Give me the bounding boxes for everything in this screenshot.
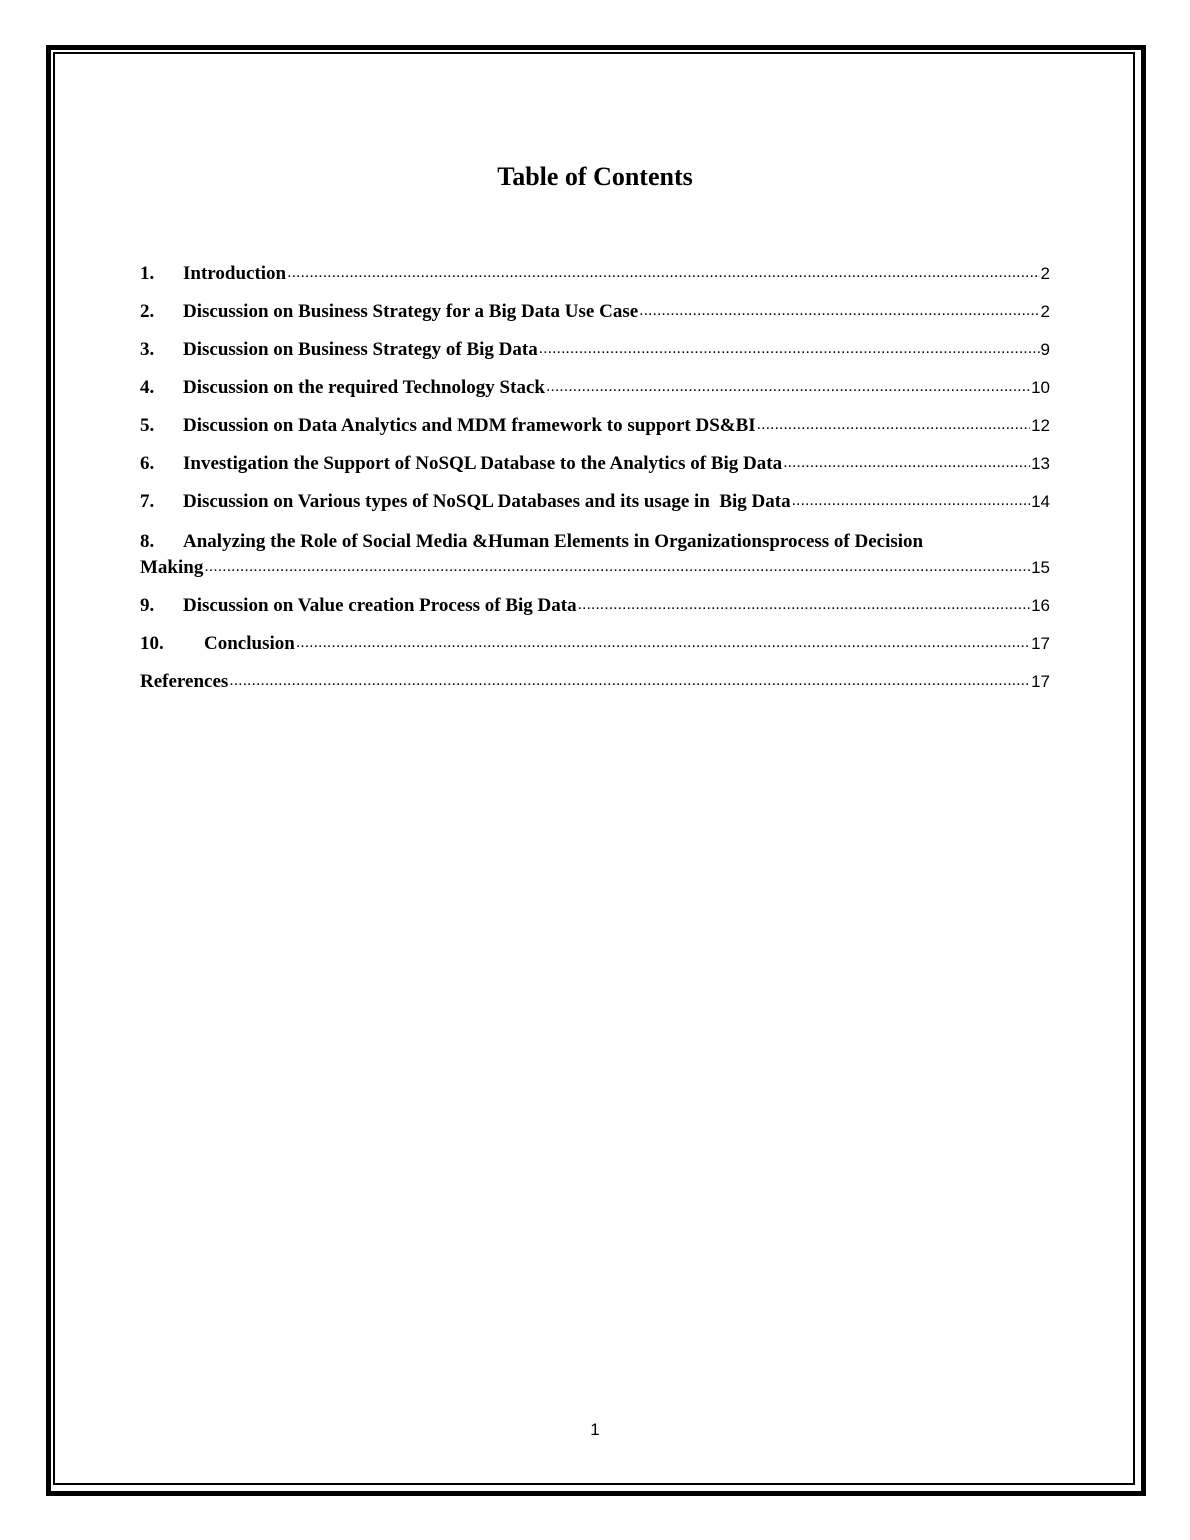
toc-entry-number: 7. — [140, 491, 155, 512]
toc-entry-page: 10 — [1031, 378, 1050, 397]
toc-entry-number: 3. — [140, 339, 155, 360]
toc-leader-dots — [792, 488, 1030, 514]
toc-entry-title: Discussion on Data Analytics and MDM framework to support DS&BI — [183, 415, 756, 436]
toc-entry[interactable] — [140, 439, 1050, 477]
toc-entry-number: 9. — [140, 595, 155, 616]
toc-entry[interactable] — [140, 287, 1050, 325]
toc-leader-dots — [757, 412, 1030, 438]
toc-leader-dots — [204, 554, 1030, 580]
toc-entry-page: 12 — [1031, 416, 1050, 435]
toc-entry-page: 17 — [1031, 672, 1050, 691]
toc-entry[interactable] — [140, 249, 1050, 287]
table-of-contents — [140, 249, 1050, 695]
toc-leader-dots — [539, 336, 1040, 362]
toc-entry[interactable] — [140, 581, 1050, 619]
toc-entry-number: 1. — [140, 263, 155, 284]
toc-entry-title: Discussion on Business Strategy for a Big Data Use Case — [183, 301, 639, 322]
toc-entry-title: Introduction — [183, 263, 287, 284]
toc-entry-page: 15 — [1031, 558, 1050, 577]
toc-entry-page: 2 — [1040, 302, 1050, 321]
page-number: 1 — [590, 1420, 600, 1439]
toc-entry-title: References — [140, 671, 229, 692]
toc-entry-title: Discussion on Value creation Process of Big Data — [183, 595, 577, 616]
toc-entry-title: Analyzing the Role of Social Media &Human Elements in Organizationsprocess of Decision — [183, 531, 924, 552]
toc-entry-title: Discussion on Various types of NoSQL Databases and its usage in Big Data — [183, 491, 791, 512]
toc-entry[interactable] — [140, 619, 1050, 657]
toc-entry-page: 14 — [1031, 492, 1050, 511]
toc-leader-dots — [578, 592, 1031, 618]
toc-entry-number: 5. — [140, 415, 155, 436]
toc-entry[interactable] — [140, 515, 1050, 581]
toc-entry[interactable] — [140, 657, 1050, 695]
toc-entry-number: 10. — [140, 633, 164, 654]
toc-entry-number: 2. — [140, 301, 155, 322]
toc-entry[interactable] — [140, 363, 1050, 401]
toc-leader-dots — [783, 450, 1030, 476]
toc-leader-dots — [296, 630, 1030, 656]
toc-entry[interactable] — [140, 401, 1050, 439]
toc-entry-title-continued: Making — [140, 557, 204, 578]
toc-entry-title: Conclusion — [204, 633, 295, 654]
toc-leader-dots — [287, 260, 1039, 286]
toc-entry-page: 2 — [1040, 264, 1050, 283]
toc-entry-title: Discussion on the required Technology Stack — [183, 377, 545, 398]
toc-entry-page: 17 — [1031, 634, 1050, 653]
toc-leader-dots — [229, 668, 1030, 694]
toc-leader-dots — [639, 298, 1039, 324]
toc-entry-page: 13 — [1031, 454, 1050, 473]
toc-entry-title: Investigation the Support of NoSQL Database to the Analytics of Big Data — [183, 453, 783, 474]
toc-entry-number: 6. — [140, 453, 155, 474]
toc-title: Table of Contents — [497, 162, 693, 191]
toc-entry[interactable] — [140, 477, 1050, 515]
toc-entry[interactable] — [140, 325, 1050, 363]
toc-entry-number: 4. — [140, 377, 155, 398]
toc-entry-page: 16 — [1031, 596, 1050, 615]
toc-leader-dots — [546, 374, 1030, 400]
toc-entry-title: Discussion on Business Strategy of Big Data — [183, 339, 538, 360]
toc-entry-number: 8. — [140, 531, 155, 552]
toc-entry-page: 9 — [1040, 340, 1050, 359]
